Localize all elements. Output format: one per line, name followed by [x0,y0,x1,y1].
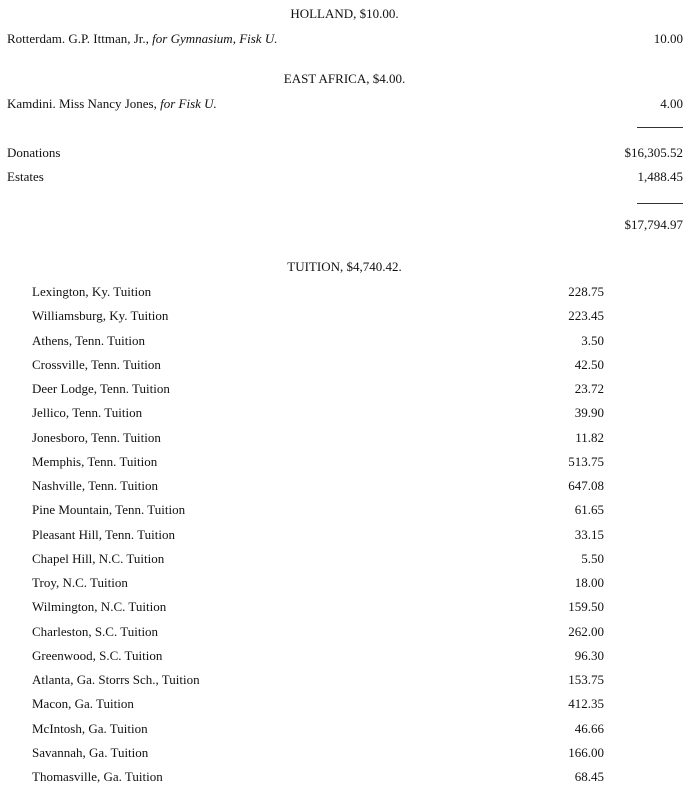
tuition-row-label: Athens, Tenn. Tuition [32,332,145,348]
tuition-row-label: Nashville, Tenn. Tuition [32,478,158,493]
tuition-row-amount: 5.50 [581,550,604,566]
tuition-row [0,527,689,545]
east-africa-entry-place: Kamdini. Miss Nancy Jones, [7,96,161,111]
total-amount: $17,794.97 [624,217,683,232]
tuition-row-amount: 223.45 [568,308,604,324]
tuition-row [0,575,689,593]
tuition-row-label: Lexington, Ky. Tuition [32,284,152,299]
east-africa-entry [0,96,689,114]
tuition-row-label: Savannah, Ga. Tuition [32,744,149,760]
tuition-row [0,672,689,690]
tuition-row-amount: 61.65 [574,502,604,518]
tuition-row-label: Chapel Hill, N.C. Tuition [32,550,165,566]
tuition-row-amount: 42.50 [574,356,604,372]
tuition-row-amount: 46.66 [574,720,604,736]
holland-entry-label [7,31,277,47]
holland-entry-purpose: for Gymnasium, Fisk U. [152,31,278,46]
tuition-row [0,333,689,351]
tuition-row-amount: 3.50 [581,332,604,348]
tuition-row-label: Greenwood, S.C. Tuition [32,647,163,663]
donations-label: Donations [7,145,61,160]
tuition-row-amount: 513.75 [568,453,604,469]
tuition-row-label: Williamsburg, Ky. Tuition [32,308,169,324]
tuition-row-amount: 96.30 [574,647,604,663]
tuition-row [0,696,689,714]
tuition-row [0,624,689,642]
tuition-row-label: Macon, Ga. Tuition [32,696,134,712]
tuition-row-amount: 68.45 [574,769,604,784]
summary-rule-top [637,127,683,128]
tuition-row-amount: 11.82 [575,429,604,445]
tuition-row [0,430,689,448]
tuition-row-amount: 33.15 [574,526,604,542]
tuition-heading: TUITION, $4,740.42. [287,259,402,274]
tuition-row-amount: 166.00 [568,744,604,760]
holland-entry-amount: 10.00 [653,31,683,46]
holland-entry-place: Rotterdam. G.P. Ittman, Jr., [7,31,153,46]
tuition-row [0,405,689,423]
tuition-row-amount: 153.75 [568,672,604,687]
tuition-row-amount: 412.35 [568,696,604,712]
east-africa-entry-purpose: for Fisk U. [160,96,217,111]
east-africa-entry-label [7,96,217,112]
tuition-row-label: Deer Lodge, Tenn. Tuition [32,381,170,396]
tuition-row-amount: 159.50 [568,599,604,615]
east-africa-heading: EAST AFRICA, $4.00. [283,71,406,86]
tuition-row [0,284,689,302]
tuition-row [0,551,689,569]
holland-entry [0,31,689,49]
east-africa-entry-amount: 4.00 [660,96,683,111]
tuition-row [0,381,689,399]
tuition-row-label: Atlanta, Ga. Storrs Sch., Tuition [32,672,200,687]
tuition-row [0,648,689,666]
tuition-row-amount: 647.08 [568,478,604,493]
tuition-row-amount: 18.00 [574,575,604,590]
holland-heading: HOLLAND, $10.00. [290,6,399,21]
tuition-row-amount: 23.72 [574,381,604,396]
tuition-row [0,478,689,496]
tuition-row [0,357,689,375]
donations-row [0,145,689,163]
donations-amount: $16,305.52 [624,145,683,160]
tuition-row-amount: 39.90 [574,405,604,421]
tuition-row-label: Charleston, S.C. Tuition [32,623,159,639]
summary-rule-bottom [637,203,683,204]
tuition-row [0,454,689,472]
tuition-row-amount: 262.00 [568,623,604,639]
tuition-row-label: Troy, N.C. Tuition [32,575,128,590]
tuition-row-label: Memphis, Tenn. Tuition [32,453,158,469]
tuition-row-label: Crossville, Tenn. Tuition [32,356,161,372]
estates-label: Estates [7,169,44,184]
tuition-row-label: Jonesboro, Tenn. Tuition [32,429,161,445]
tuition-row [0,502,689,520]
tuition-row [0,769,689,787]
tuition-row-amount: 228.75 [568,284,604,299]
tuition-row-label: Jellico, Tenn. Tuition [32,405,143,421]
tuition-row [0,599,689,617]
tuition-row-label: Pleasant Hill, Tenn. Tuition [32,526,175,542]
estates-row [0,169,689,187]
tuition-row [0,721,689,739]
tuition-row-label: Thomasville, Ga. Tuition [32,769,163,784]
tuition-row [0,745,689,763]
tuition-row-label: Pine Mountain, Tenn. Tuition [32,502,186,518]
total-row [0,217,689,235]
tuition-row [0,308,689,326]
tuition-row-label: McIntosh, Ga. Tuition [32,720,148,736]
estates-amount: 1,488.45 [637,169,683,184]
tuition-row-label: Wilmington, N.C. Tuition [32,599,167,615]
